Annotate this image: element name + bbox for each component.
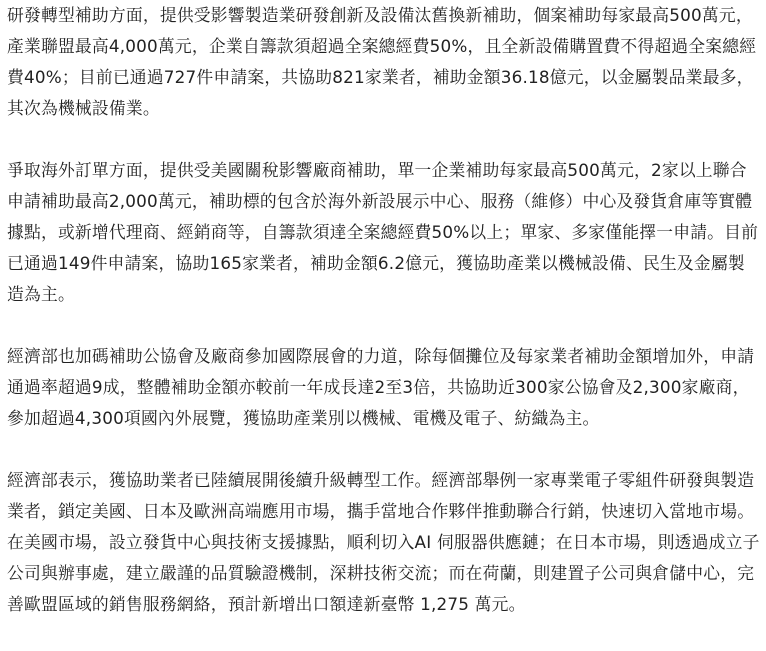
paragraph-rd-transformation-subsidy: 研發轉型補助方面，提供受影響製造業研發創新及設備汰舊換新補助，個案補助每家最高500萬元，產業聯盟最高4,000萬元，企業自籌款須超過全案總經費50%，且全新設備購置費不得超過全案總經費40%；目前已通過727件申請案，共協助821家業者，補助金額36.18億元，以金屬製品業最多，其次為機械設備業。 [7,5,757,118]
paragraph-company-example: 經濟部表示，獲協助業者已陸續展開後續升級轉型工作。經濟部舉例一家專業電子零組件研發與製造業者，鎖定美國、日本及歐洲高端應用市場，攜手當地合作夥伴推動聯合行銷，快速切入當地市場。在美國市場，設立發貨中心與技術支援據點，順利切入AI 伺服器供應鏈；在日本市場，則透過成立子公司與辦事處，建立嚴謹的品質驗證機制，深耕技術交流；而在荷蘭，則建置子公司與倉儲中心，完善歐盟區域的銷售服務網絡，預計新增出口額達新臺幣 1,275 萬元。 [7,470,760,614]
paragraph-overseas-orders-subsidy: 爭取海外訂單方面，提供受美國關稅影響廠商補助，單一企業補助每家最高500萬元，2家以上聯合申請補助最高2,000萬元，補助標的包含於海外新設展示中心、服務（維修）中心及發貨倉庫等實體據點，或新增代理商、經銷商等，自籌款須達全案總經費50%以上；單家、多家僅能擇一申請。目前已通過149件申請案，協助165家業者，補助金額6.2億元，獲協助產業以機械設備、民生及金屬製造為主。 [7,160,759,304]
paragraph-international-exhibitions: 經濟部也加碼補助公協會及廠商參加國際展會的力道，除每個攤位及每家業者補助金額增加外，申請通過率超過9成，整體補助金額亦較前一年成長達2至3倍，共協助近300家公協會及2,300家廠商，參加超過4,300項國內外展覽，獲協助產業別以機械、電機及電子、紡織為主。 [7,346,755,428]
article-body [7,0,761,651]
